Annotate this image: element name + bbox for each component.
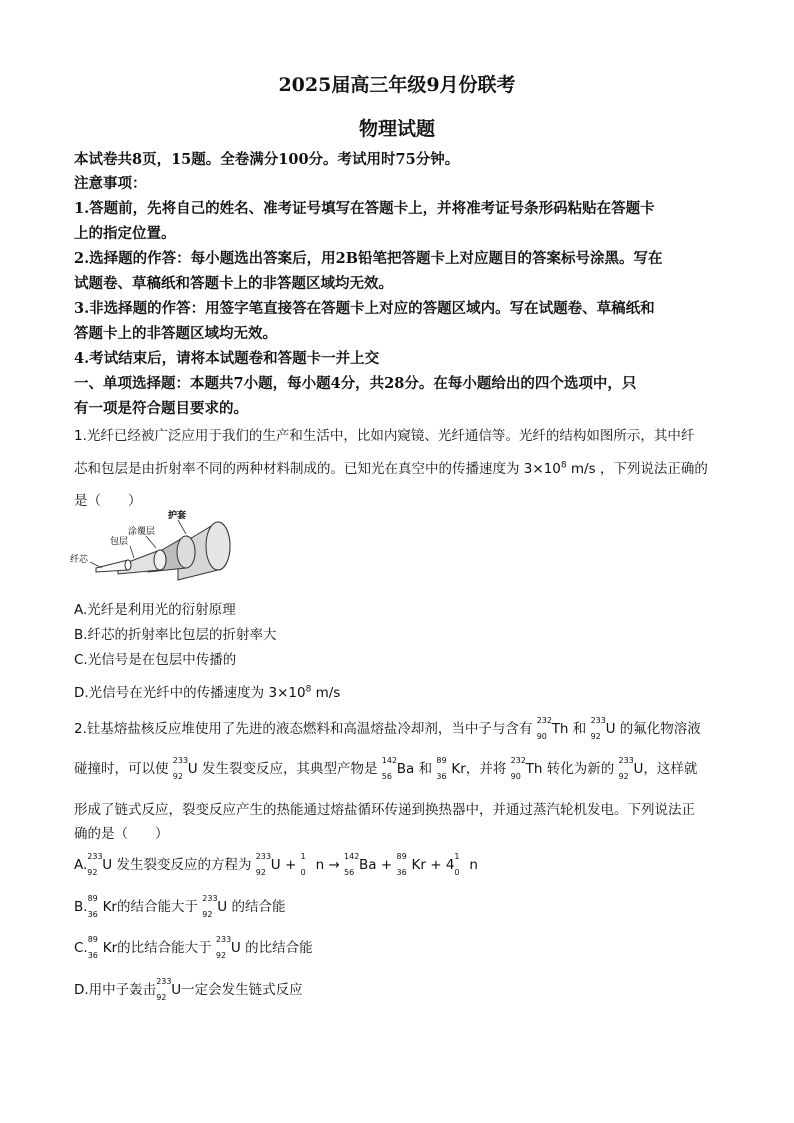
q1-d-text: D.光信号在光纤中的传播速度为 3×10 [74,685,306,701]
option-text: 的比结合能大于 [117,940,212,956]
q1-option-a: A.光纤是利用光的衍射原理 [74,602,236,618]
nuclide-u-symbol: U [633,761,644,777]
q2-text: 和 [418,761,433,777]
q2-option-d [74,978,724,1001]
nuclide-n: 1 0 [300,852,306,877]
nuclide-kr-symbol: Kr [102,940,118,956]
note-2b: 试题卷、草稿纸和答题卡上的非答题区域均无效。 [74,275,393,292]
coefficient: 4 [445,857,455,873]
neutron-symbol: n [469,857,478,873]
nuclide-u: 233 92 [618,756,634,781]
reaction-arrow: → [328,857,340,873]
label-cladding: 包层 [110,537,129,547]
q1-line-a: 1.光纤已经被广泛应用于我们的生产和生活中，比如内窥镜、光纤通信等。光纤的结构如图所示，其中纤 [74,428,695,444]
nuclide-ba: 142 56 [381,756,398,781]
fiber-coating-end [177,536,195,568]
fiber-jacket-end [206,522,230,570]
option-text: 的结合能大于 [116,899,198,915]
note-1b: 上的指定位置。 [74,225,176,242]
nuclide-kr-symbol: Kr [411,857,426,873]
q2-text: ，并将 [465,761,507,777]
nuclide-kr: 89 36 [87,935,98,960]
option-letter: C. [74,940,88,956]
q2-text: 碰撞时，可以使 [74,761,169,777]
option-text: D.用中子轰击 [74,982,157,998]
q2-option-c [74,936,724,959]
q1-text-end: m/s ，下列说法正确的 [566,461,708,477]
nuclide-th: 232 90 [536,716,552,741]
subject-title: 物理试题 [358,118,435,140]
notes-heading: 注意事项： [74,175,147,192]
plus-sign: + [430,857,442,873]
nuclide-kr: 89 36 [396,852,407,877]
q1-text: 芯和包层是由折射率不同的两种材料制成的。已知光在真空中的传播速度为 3×10 [74,461,561,477]
option-text: 的比结合能 [245,940,313,956]
plus-sign: + [284,857,297,873]
nuclide-u: 233 92 [172,756,189,781]
nuclide-u: 233 92 [215,935,232,960]
nuclide-th-symbol: Th [525,761,543,777]
section1-heading-b: 有一项是符合题目要求的。 [74,400,248,417]
q2-line-2 [74,757,724,780]
nuclide-u-symbol: U [605,721,616,737]
note-2a: 2.选择题的作答：每小题选出答案后，用2B铅笔把答题卡上对应题目的答案标号涂黑。写在 [74,250,663,267]
nuclide-ba-symbol: Ba [396,761,415,777]
option-letter: A. [74,857,88,873]
nuclide-u: 233 92 [202,894,218,919]
q1-option-d [74,681,724,701]
q1-option-c: C.光信号是在包层中传播的 [74,652,237,668]
optical-fiber-diagram [68,506,248,586]
q2-text: 的氟化物溶液 [619,721,701,737]
section1-heading-a: 一、单项选择题：本题共7小题，每小题4分，共28分。在每小题给出的四个选项中，只 [74,375,637,392]
nuclide-u-symbol: U [171,982,182,998]
option-text: 的结合能 [231,899,286,915]
note-4: 4.考试结束后，请将本试题卷和答题卡一并上交 [74,350,380,367]
fiber-core-end [125,560,131,570]
fiber-cladding-end [154,550,166,570]
label-core: 纤芯 [70,555,89,565]
nuclide-kr: 89 36 [87,894,98,919]
nuclide-th-symbol: Th [551,721,569,737]
plus-sign: + [380,857,393,873]
nuclide-u-symbol: U [187,761,198,777]
nuclide-th: 232 90 [510,756,526,781]
q1-d-exponent: 8 [305,684,312,695]
nuclide-u-symbol: U [217,899,228,915]
nuclide-kr: 89 36 [436,756,447,781]
q1-d-unit: m/s [311,685,341,701]
q1-exponent: 8 [560,460,567,471]
q2-text: 2.钍基熔盐核反应堆使用了先进的液态燃料和高温熔盐冷却剂，当中子与含有 [74,721,533,737]
exam-summary: 本试卷共8页，15题。全卷满分100分。考试用时75分钟。 [74,151,460,168]
label-coating: 涂覆层 [128,527,156,537]
label-jacket: 护套 [168,511,187,521]
note-3a: 3.非选择题的作答：用签字笔直接答在答题卡上对应的答题区域内。写在试题卷、草稿纸和 [74,300,655,317]
nuclide-ba: 142 56 [344,852,360,877]
q2-line-1 [74,717,724,740]
option-text: 一定会发生链式反应 [181,982,303,998]
nuclide-u-symbol: U [102,857,113,873]
q1-line-b [74,457,724,477]
nuclide-n: 1 0 [454,852,460,877]
nuclide-kr-symbol: Kr [102,899,117,915]
q2-text: 和 [572,721,587,737]
note-1a: 1.答题前，先将自己的姓名、准考证号填写在答题卡上，并将准考证号条形码粘贴在答题卡 [74,200,655,217]
nuclide-u: 233 92 [156,977,172,1002]
option-letter: B. [74,899,88,915]
exam-title: 2025届高三年级9月份联考 [278,74,516,96]
nuclide-ba-symbol: Ba [359,857,377,873]
nuclide-u: 233 92 [87,852,103,877]
nuclide-kr-symbol: Kr [451,761,466,777]
nuclide-u-symbol: U [230,940,241,956]
q1-line-c: 是（ ） [74,493,142,509]
q1-option-b: B.纤芯的折射率比包层的折射率大 [74,627,277,643]
q2-line-4: 确的是（ ） [74,826,169,842]
nuclide-u-symbol: U [270,857,281,873]
note-3b: 答题卡上的非答题区域均无效。 [74,325,277,342]
q2-text: 发生裂变反应，其典型产物是 [201,761,378,777]
q2-line-3: 形成了链式反应，裂变反应产生的热能通过熔盐循环传递到换热器中，并通过蒸汽轮机发电。下列说法正 [74,802,695,818]
q2-text: 转化为新的 [546,761,615,777]
nuclide-u: 233 92 [590,716,606,741]
nuclide-u: 233 92 [255,852,272,877]
q2-option-b [74,895,724,918]
q2-option-a [74,853,724,876]
option-text: 发生裂变反应的方程为 [116,857,252,873]
neutron-symbol: n [315,857,325,873]
q2-text: ，这样就 [643,761,698,777]
